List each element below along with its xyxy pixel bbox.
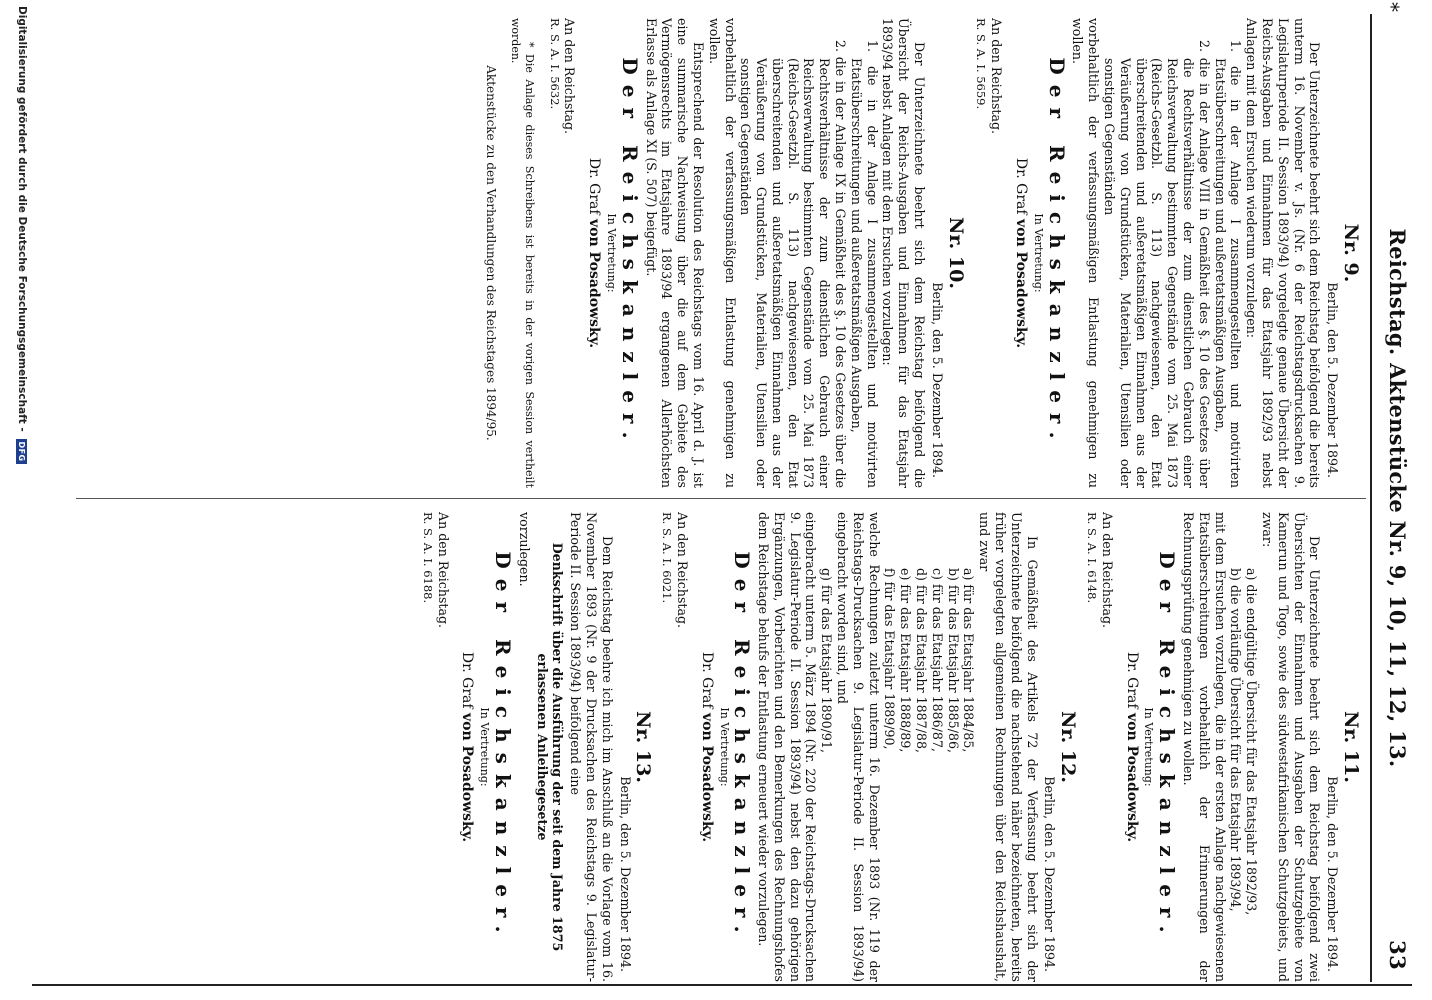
signature-name: [459, 512, 475, 982]
signature-office: Der Reichskanzler.: [1155, 551, 1180, 943]
page-number: 33: [1385, 940, 1410, 970]
document-nr9: [973, 18, 1362, 488]
recipient: An den Reichstag.: [989, 18, 1005, 135]
document-nr12: [658, 512, 1080, 982]
document-nr13: [419, 512, 655, 982]
document-nr10: [482, 18, 967, 488]
list-item: b) für das Etatsjahr 1885/86,: [945, 568, 961, 753]
signature-name: [698, 512, 714, 982]
dateline: Berlin, den 5. Dezember 1894.: [1325, 282, 1341, 478]
dateline: Berlin, den 5. Dezember 1894.: [617, 776, 633, 972]
recipient: An den Reichstag.: [674, 512, 690, 629]
reference-number: R. S. A. I. 6148.: [1085, 512, 1100, 604]
frame-column-divider: [76, 498, 1366, 499]
list-item: a) die endgültige Übersicht für das Etatsjahr 1892/93,: [1244, 568, 1260, 916]
section-title: Nr. 11.: [1340, 711, 1362, 783]
signature-vertretung: In Vertretung:: [717, 707, 731, 787]
signature-name-prefix: Dr. Graf: [459, 651, 476, 709]
signature-name: [1123, 512, 1139, 982]
list-item: b) die vorläufige Übersicht für das Etatsjahr 1893/94,: [1228, 568, 1244, 912]
recipient: An den Reichstag.: [562, 18, 578, 135]
list-item: 2. die in der Anlage VIII in Gemäßheit des §. 10 des Gesetzes über die Rechtsverhältnisse der zum dienstlichen Gebrauch einer Reichsverwaltung bestimmten Gegenstände vom 25. Mai 1873 (Reichs-Gesetzbl. S. 113) nachgewiesenen, den Etat überschreitenden und außeretatsmäßigen Einnahmen aus der Veräußerung von Grundstücken, Materialien, Utensilien oder sonstigen Gegenständen: [1102, 40, 1212, 488]
body-paragraph: eingebracht unterm 5. März 1894 (Nr. 220 der Reichstags-Drucksachen 9. Legislatur-Periode II. Session 1893/94) nebst den dazu gehörigen Ergänzungen, Vorberichten und den Bemerkungen des Rechnungshofes dem Reichstage behufs der Entlastung erneuert wieder vorzulegen.: [756, 512, 819, 982]
signature-vertretung: In Vertretung:: [604, 213, 618, 293]
closing-paragraph: vorbehaltlich der verfassungsmäßigen Entlastung genehmigen zu wollen.: [706, 18, 738, 488]
list-item: c) für das Etatsjahr 1886/87,: [929, 568, 945, 752]
signature-vertretung: In Vertretung:: [1142, 707, 1156, 787]
resolution-paragraph: Entsprechend der Resolution des Reichstags vom 16. April d. J. ist eine summarische Nachweisung über die auf dem Gebiete des Vermögensrechts im Etatsjahre 1893/94 ergangenen Allerhöchsten Erlasse als Anlage XI (S. 507) beigefügt.: [643, 18, 706, 488]
reference-number: R. S. A. I. 5632.: [547, 18, 562, 110]
list-item: f) für das Etatsjahr 1889/90,: [882, 568, 898, 750]
signature-office: Der Reichskanzler.: [490, 551, 515, 943]
frame-right-edge: [32, 984, 1412, 986]
list-item: 1. die in der Anlage I zusammengestellten und motivirten Etatsüberschreitungen und außeretatsmäßigen Ausgaben,: [1212, 40, 1244, 488]
signature-block: [1012, 18, 1069, 488]
header-title: Reichstag. Aktenstücke Nr. 9, 10, 11, 12, 13.: [1385, 228, 1410, 768]
signature-block: [459, 512, 515, 982]
signature-vertretung: In Vertretung:: [1031, 213, 1045, 293]
signature-name-main: von Posadowsky.: [459, 713, 476, 843]
section-title: Nr. 9.: [1340, 223, 1362, 283]
signature-block: [585, 18, 642, 488]
reference-number: R. S. A. I. 5659.: [974, 18, 989, 110]
list-item: e) für das Etatsjahr 1888/89,: [898, 568, 914, 753]
document-nr11: [1083, 512, 1362, 982]
recipient: An den Reichstag.: [435, 512, 451, 629]
signature-name-main: von Posadowsky.: [1013, 219, 1030, 349]
footnote: * Die Anlage dieses Schreibens ist bereits in der vorigen Session vertheilt worden.: [509, 18, 536, 488]
page-header: [1374, 18, 1410, 978]
volume-line: Aktenstücke zu den Verhandlungen des Reichstages 1894/95.: [483, 65, 498, 441]
signature-name-main: von Posadowsky.: [698, 713, 715, 843]
signature-name-main: von Posadowsky.: [1123, 713, 1140, 843]
closing-paragraph: vorbehaltlich der verfassungsmäßigen Entlastung genehmigen zu wollen.: [1070, 18, 1102, 488]
reference-number: R. S. A. I. 6188.: [420, 512, 435, 604]
signature-block: [1123, 512, 1180, 982]
digitization-credit: [16, 6, 28, 464]
reference-number: R. S. A. I. 6021.: [660, 512, 675, 604]
intro-paragraph: Der Unterzeichnete beehrt sich dem Reichstag beifolgend die Übersicht der Reichs-Ausgaben und Einnahmen für das Etatsjahr 1893/94 nebst Anlagen mit dem Ersuchen vorzulegen:: [880, 18, 928, 488]
credit-text: Digitalisierung gefördert durch die Deutsche Forschungsgemeinschaft -: [16, 6, 28, 432]
closing-paragraph: vorzulegen.: [516, 512, 532, 587]
signature-name-prefix: Dr. Graf: [586, 157, 603, 215]
section-title: Nr. 10.: [944, 217, 967, 289]
dateline: Berlin, den 5. Dezember 1894.: [929, 282, 945, 478]
dateline: Berlin, den 5. Dezember 1894.: [1042, 776, 1058, 972]
list-item: 2. die in der Anlage IX in Gemäßheit des §. 10 des Gesetzes über die Rechtsverhältnisse der zum dienstlichen Gebrauch einer Reichsverwaltung bestimmten Gegenstände vom 25. Mai 1873 (Reichs-Gesetzbl. S. 113) nachgewiesenen, den Etat überschreitenden und außeretatsmäßigen Einnahmen aus der Veräußerung von Grundstücken, Materialien, Utensilien oder sonstigen Gegenständen: [738, 40, 849, 488]
signature-name-prefix: Dr. Graf: [1013, 157, 1030, 215]
list-item: 1. die in der Anlage I zusammengestellten und motivirten Etatsüberschreitungen und außeretatsmäßigen Ausgaben,: [848, 40, 880, 488]
closing-paragraph: welche Rechnungen zuletzt unterm 16. Dezember 1893 (Nr. 119 der Reichstags-Drucksachen 9. Legislatur-Periode II. Session 1893/94) eingebracht worden sind, und: [835, 512, 882, 982]
list-item: d) für das Etatsjahr 1887/88,: [914, 568, 930, 753]
signature-office: Der Reichskanzler.: [730, 551, 755, 943]
signature-name-main: von Posadowsky.: [586, 219, 603, 349]
section-title: Nr. 13.: [632, 711, 655, 783]
dateline: Berlin, den 5. Dezember 1894.: [1325, 776, 1341, 972]
list-item: a) für das Etatsjahr 1884/85,: [961, 568, 977, 753]
signature-name: [585, 18, 601, 488]
intro-paragraph: In Gemäßheit des Artikels 72 der Verfassung beehrt sich der Unterzeichnete beifolgend die nachstehend näher bezeichneten, bereits früher vorgelegten allgemeinen Rechnungen über den Reichshaushalt, und zwar: [977, 512, 1040, 982]
recipient: An den Reichstag.: [1099, 512, 1115, 629]
intro-paragraph: Dem Reichstag beehre ich mich im Anschluß an die Vorlage vom 16. November 1893 (Nr. 9 der Drucksachen des Reichstags 9. Legislatur-Periode II. Session 1893/94) beifolgend eine: [568, 512, 615, 982]
closing-paragraph: mit dem Ersuchen vorzulegen, die in der ersten Anlage nachgewiesenen Etatsüberschreitungen vorbehaltlich der Erinnerungen der Rechnungsprüfung genehmigen zu wollen.: [1181, 512, 1228, 982]
section-title: Nr. 12.: [1057, 711, 1080, 783]
list-item: g) für das Etatsjahr 1890/91,: [819, 568, 835, 753]
frame-top-rule: [1370, 14, 1372, 982]
signature-office: Der Reichskanzler.: [617, 57, 642, 449]
signature-name: [1012, 18, 1028, 488]
signature-block: [698, 512, 755, 982]
right-column: [76, 512, 1366, 982]
footnote-marker: *: [1380, 2, 1404, 12]
intro-paragraph: Der Unterzeichnete beehrt sich dem Reichstag beifolgend zwei Übersichten der Einnahmen und Ausgaben der Schutzgebiete von Kamerun und Togo, sowie des südwestafrikanischen Schutzgebiets, und zwar:: [1260, 512, 1323, 982]
signature-name-prefix: Dr. Graf: [1123, 651, 1140, 709]
signature-name-prefix: Dr. Graf: [698, 651, 715, 709]
signature-office: Der Reichskanzler.: [1044, 57, 1069, 449]
memo-title: Denkschrift über die Ausführung der seit dem Jahre 1875 erlassenen Anleihegesetze: [534, 542, 566, 952]
signature-vertretung: In Vertretung:: [478, 707, 492, 787]
intro-paragraph: Der Unterzeichnete beehrt sich dem Reichstag beifolgend die bereits unterm 16. November v. Js. (Nr. 6 der Reichstagsdrucksachen 9. Legislaturperiode II. Session 1893/94) vorgelegte genaue Übersicht der Reichs-Ausgaben und Einnahmen für das Etatsjahr 1892/93 nebst Anlagen mit dem Ersuchen wiederum vorzulegen:: [1244, 18, 1323, 488]
dfg-logo-icon: DFG: [17, 441, 27, 462]
left-column: [76, 18, 1366, 488]
